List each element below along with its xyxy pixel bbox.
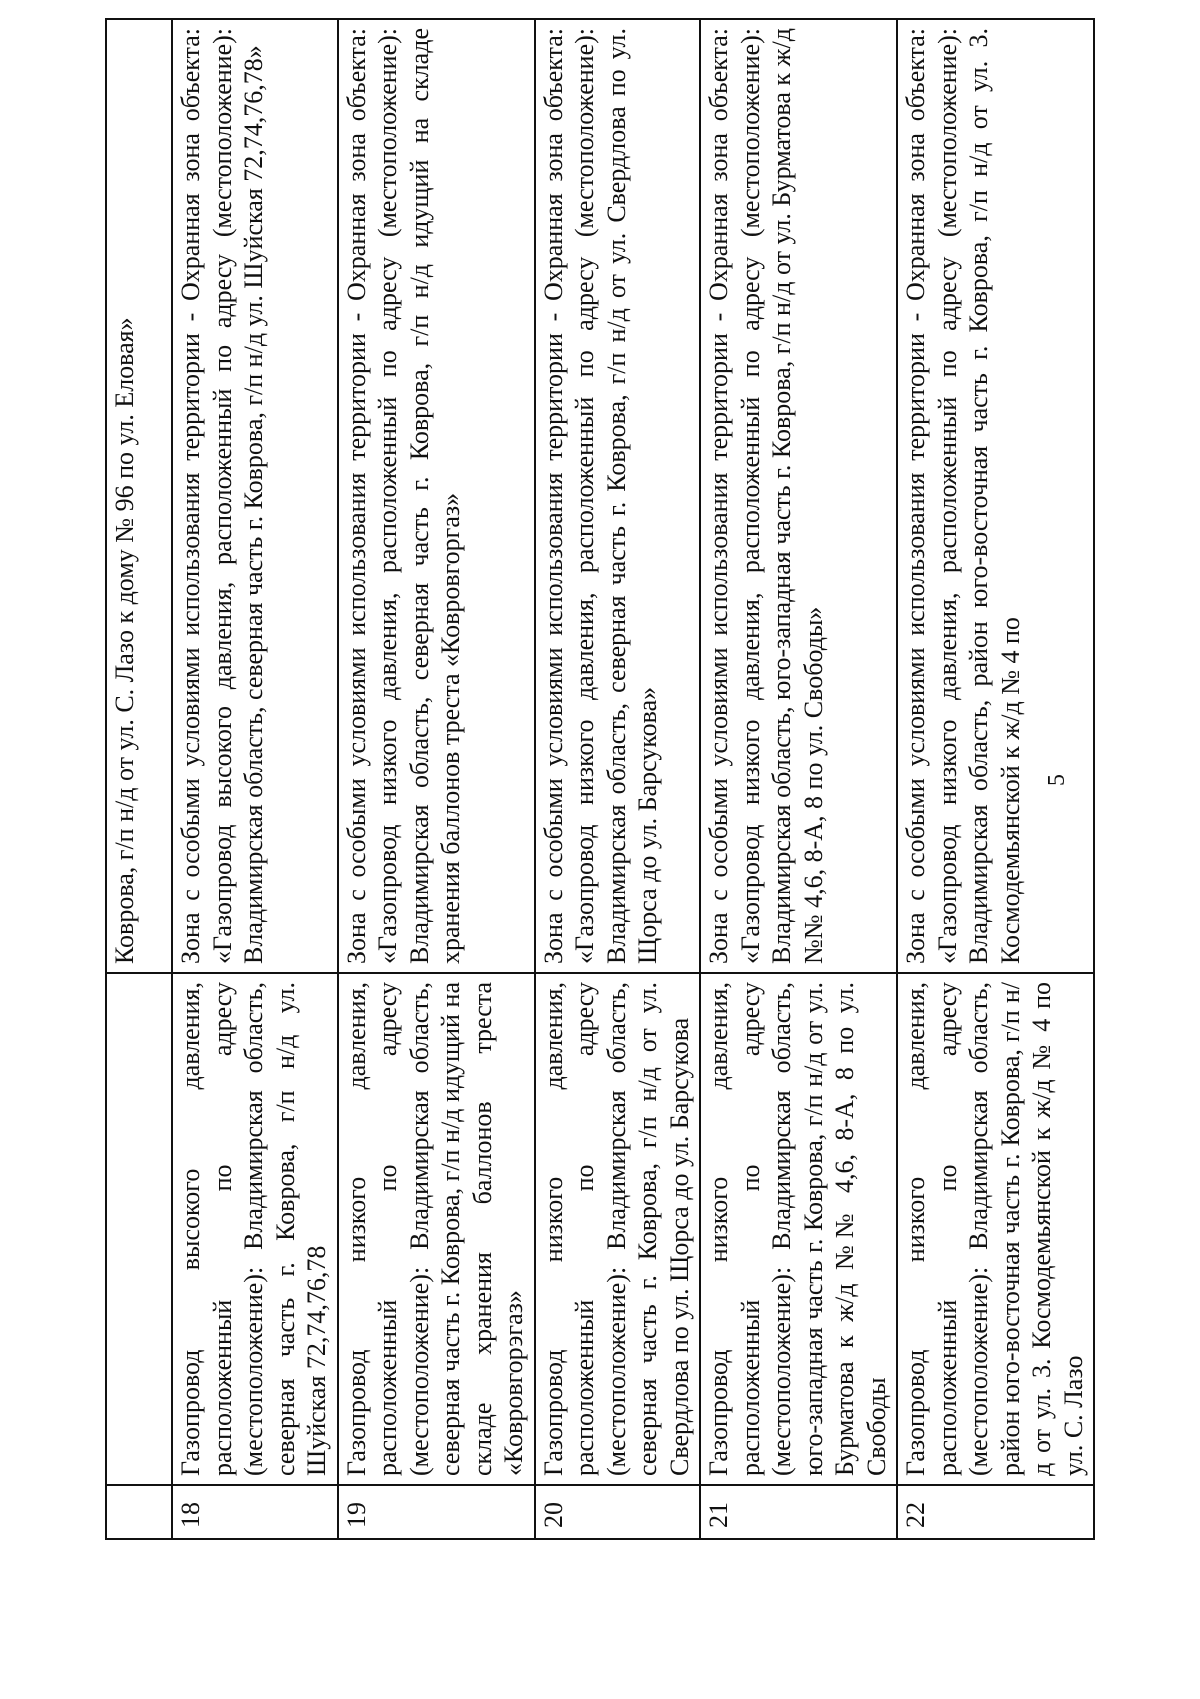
object-description-cell: Газопровод высокого давления, расположенный по адресу (местоположение): Владимирская область, северная часть г. Коврова, г/п н/д ул. Шуйская 72,74,76,78	[172, 973, 338, 1485]
table-row	[172, 19, 338, 1539]
row-number-cell: 18	[172, 1485, 338, 1539]
zone-description-cell: Зона с особыми условиями использования территории - Охранная зона объекта: «Газопровод низкого давления, расположенный по адресу (местоположение): Владимирская область, юго-западная часть г. Коврова, г/п н/д от ул. Бурматова к ж/д №№ 4,6, 8-А, 8 по ул. Свободы»	[700, 19, 897, 973]
object-description-cell: Газопровод низкого давления, расположенный по адресу (местоположение): Владимирская область, северная часть г. Коврова, г/п н/д от ул. Свердлова по ул. Щорса до ул. Барсукова	[535, 973, 701, 1485]
object-description-cell: Газопровод низкого давления, расположенный по адресу (местоположение): Владимирская область, район юго-восточная часть г. Коврова, г/п н/д от ул. 3. Космодемьянской к ж/д № 4 по ул. С. Лазо	[897, 973, 1094, 1485]
table-row	[700, 19, 897, 1539]
table-row	[338, 19, 535, 1539]
zone-description-cell: Зона с особыми условиями использования территории - Охранная зона объекта: «Газопровод низкого давления, расположенный по адресу (местоположение): Владимирская область, северная часть г. Коврова, г/п н/д от ул. Свердлова по ул. Щорса до ул. Барсукова»	[535, 19, 701, 973]
object-description-cell: Газопровод низкого давления, расположенный по адресу (местоположение): Владимирская область, юго-западная часть г. Коврова, г/п н/д от ул. Бурматова к ж/д №№ 4,6, 8-А, 8 по ул. Свободы	[700, 973, 897, 1485]
row-number-cell	[106, 1485, 172, 1539]
object-description-cell: Газопровод низкого давления, расположенный по адресу (местоположение): Владимирская область, северная часть г. Коврова, г/п н/д идущий на складе хранения баллонов треста «Ковровгорэгаз»	[338, 973, 535, 1485]
zone-description-cell: Зона с особыми условиями использования территории - Охранная зона объекта: «Газопровод высокого давления, расположенный по адресу (местоположение): Владимирская область, северная часть г. Коврова, г/п н/д ул. Шуйская 72,74,76,78»	[172, 19, 338, 973]
table-row-continuation	[106, 19, 172, 1539]
page-number: 5	[1044, 774, 1070, 786]
zone-description-cell: Коврова, г/п н/д от ул. С. Лазо к дому № 96 по ул. Еловая»	[106, 19, 172, 973]
row-number-cell: 21	[700, 1485, 897, 1539]
zone-description-cell: Зона с особыми условиями использования территории - Охранная зона объекта: «Газопровод низкого давления, расположенный по адресу (местоположение): Владимирская область, северная часть г. Коврова, г/п н/д идущий на складе хранения баллонов треста «Ковровгоргаз»	[338, 19, 535, 973]
row-number-cell: 19	[338, 1485, 535, 1539]
row-number-cell: 20	[535, 1485, 701, 1539]
zone-description-cell: Зона с особыми условиями использования территории - Охранная зона объекта: «Газопровод низкого давления, расположенный по адресу (местоположение): Владимирская область, район юго-восточная часть г. Коврова, г/п н/д от ул. 3. Космодемьянской к ж/д № 4 по	[897, 19, 1094, 973]
zones-table	[105, 18, 1095, 1540]
row-number-cell: 22	[897, 1485, 1094, 1539]
object-description-cell	[106, 973, 172, 1485]
table-row	[535, 19, 701, 1539]
rotated-document-page	[100, 20, 1100, 1540]
